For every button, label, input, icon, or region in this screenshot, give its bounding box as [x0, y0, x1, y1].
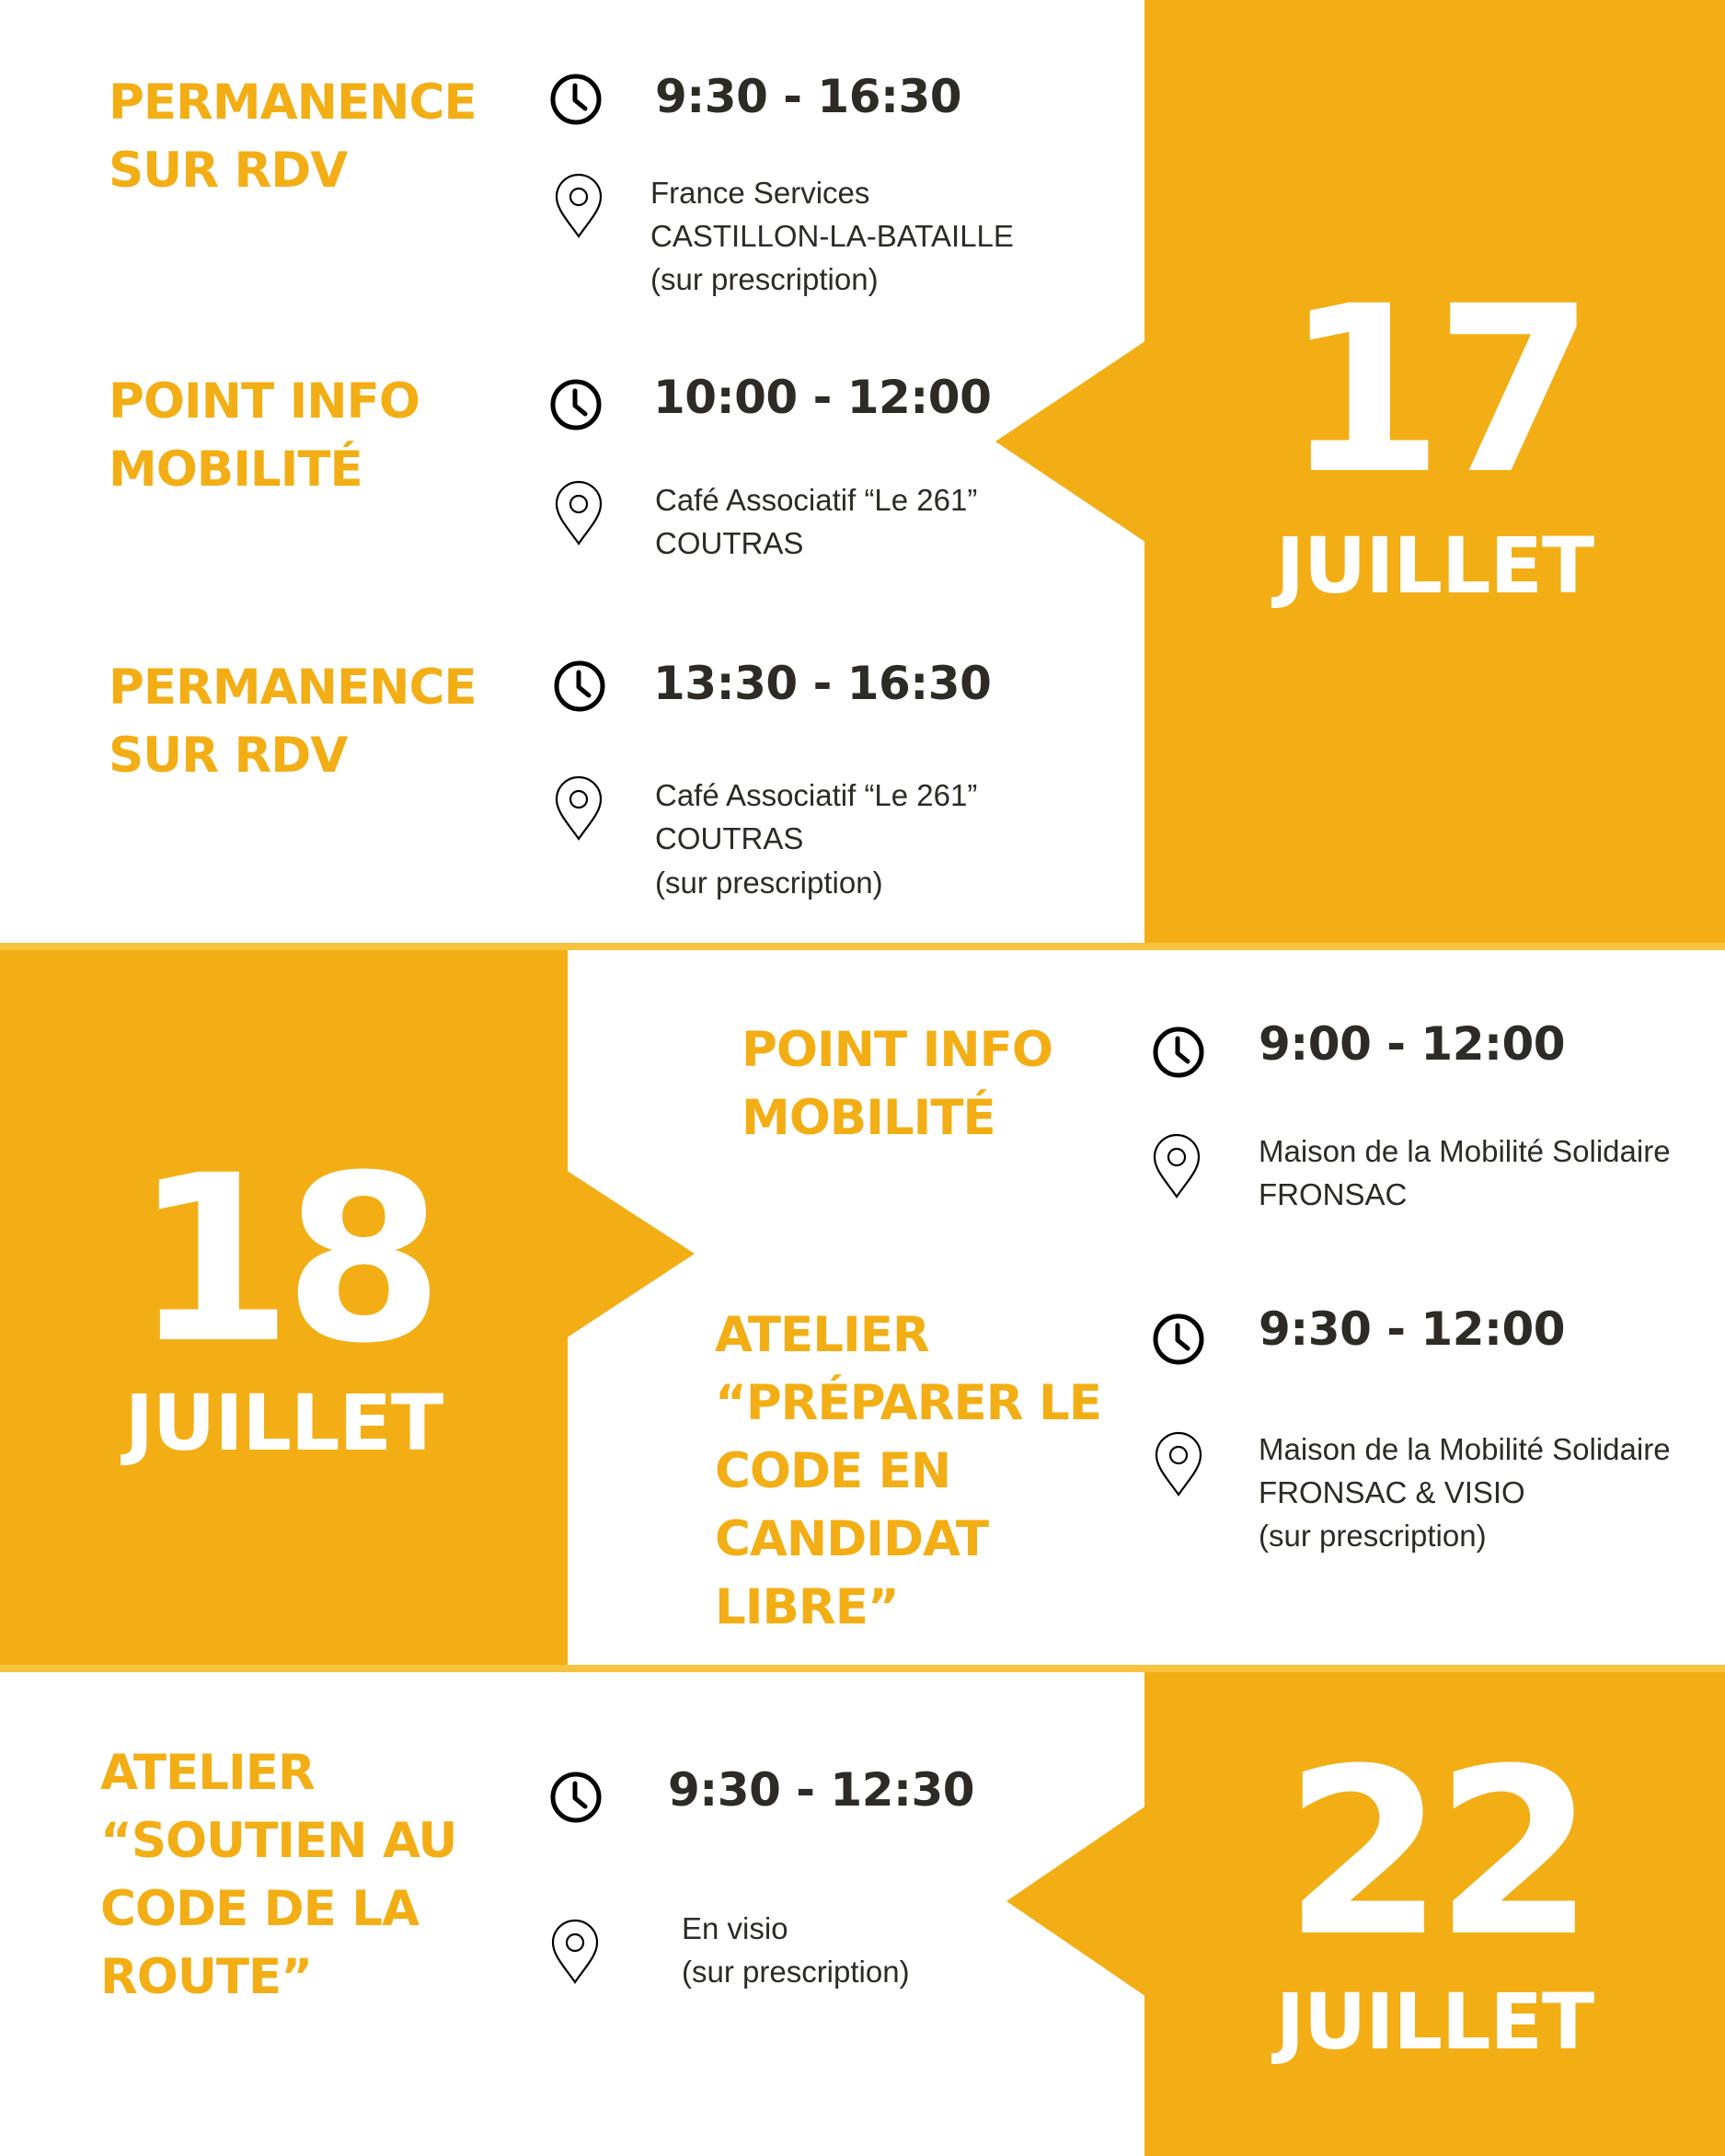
event-location-line: (sur prescription) — [655, 866, 883, 900]
map-pin-icon — [1152, 1431, 1205, 1497]
event-location-line: FRONSAC — [1259, 1177, 1408, 1211]
day-number-22: 22 — [1283, 1719, 1586, 1987]
event-time: 9:00 - 12:00 — [1259, 1017, 1566, 1071]
day-number-17: 17 — [1283, 257, 1586, 524]
event-location-line: Maison de la Mobilité Solidaire — [1259, 1432, 1671, 1466]
event-location-line: En visio — [682, 1911, 788, 1945]
event-title: ATELIER “PRÉPARER LE CODE EN CANDIDAT LIBRE” — [715, 1307, 1101, 1635]
event-title: PERMANENCE SUR RDV — [109, 75, 477, 199]
day-number-18: 18 — [132, 1126, 435, 1393]
date-panel-arrow-22 — [1005, 1806, 1150, 1997]
day-month-18: JUILLET — [124, 1378, 443, 1468]
event-title: PERMANENCE SUR RDV — [109, 659, 477, 784]
map-pin-icon — [552, 775, 605, 842]
event-location-line: (sur prescription) — [650, 262, 879, 296]
event-time: 9:30 - 12:00 — [1259, 1302, 1566, 1356]
event-title: POINT INFO MOBILITÉ — [742, 1022, 1052, 1146]
map-pin-icon — [548, 1919, 602, 1985]
event-time: 13:30 - 16:30 — [653, 657, 992, 710]
clock-icon — [548, 1770, 604, 1825]
event-time: 10:00 - 12:00 — [653, 371, 992, 424]
event-location-line: COUTRAS — [655, 526, 804, 560]
day-month-17: JUILLET — [1275, 521, 1594, 611]
event-time: 9:30 - 16:30 — [655, 70, 962, 123]
event-location-line: France Services — [650, 176, 870, 210]
event-location-line: Café Associatif “Le 261” — [655, 778, 978, 812]
map-pin-icon — [552, 480, 605, 546]
map-pin-icon — [1150, 1133, 1203, 1199]
event-location-line: FRONSAC & VISIO — [1259, 1475, 1525, 1509]
event-title: ATELIER “SOUTIEN AU CODE DE LA ROUTE” — [100, 1745, 457, 2005]
section-divider — [0, 943, 1725, 950]
event-location-line: CASTILLON-LA-BATAILLE — [650, 219, 1014, 253]
event-location-line: (sur prescription) — [682, 1955, 910, 1989]
day-month-22: JUILLET — [1275, 1977, 1594, 2067]
date-panel-arrow-18 — [566, 1170, 696, 1338]
clock-icon — [1151, 1025, 1206, 1080]
event-location-line: (sur prescription) — [1259, 1519, 1487, 1553]
event-title: POINT INFO MOBILITÉ — [109, 373, 420, 498]
event-location-line: Café Associatif “Le 261” — [655, 483, 978, 517]
clock-icon — [548, 72, 604, 127]
map-pin-icon — [552, 173, 605, 239]
event-location-line: Maison de la Mobilité Solidaire — [1259, 1134, 1671, 1168]
event-time: 9:30 - 12:30 — [668, 1763, 975, 1817]
clock-icon — [1151, 1312, 1206, 1367]
clock-icon — [548, 377, 604, 432]
section-divider — [0, 1665, 1725, 1672]
clock-icon — [552, 659, 607, 714]
event-location-line: COUTRAS — [655, 821, 804, 855]
date-panel-arrow-17 — [994, 340, 1150, 543]
